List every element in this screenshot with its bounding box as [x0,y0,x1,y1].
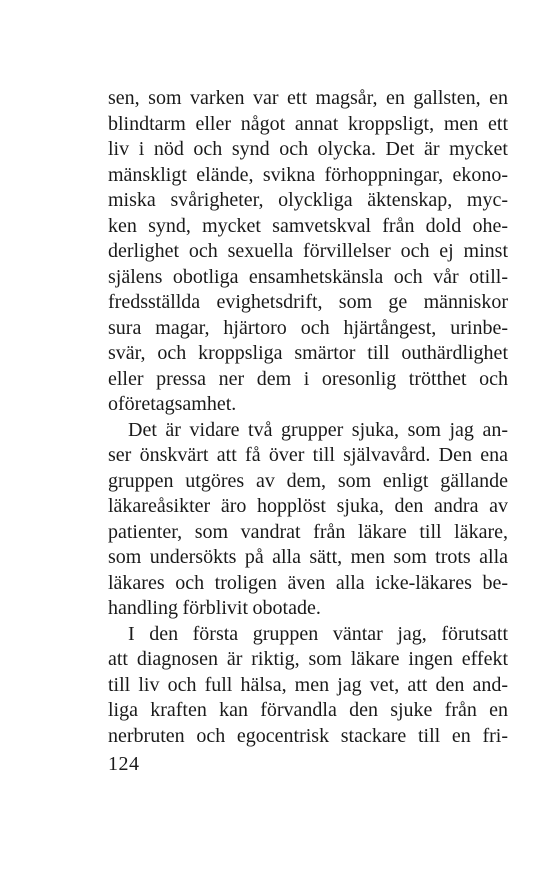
text-line: patienter, som vandrat från läkare till läkare, [108,520,508,543]
text-line: själens obotliga ensamhetskänsla och vår otill- [108,265,508,288]
text-line: nerbruten och egocentrisk stackare till en fri- [108,724,508,747]
text-line: liga kraften kan förvandla den sjuke från en [108,699,508,721]
text-line: miska svårigheter, olyckliga äktenskap, myc- [108,189,508,211]
text-line: sen, som varken var ett magsår, en gallsten, en [108,87,508,109]
text-line: till liv och full hälsa, men jag vet, att den and- [108,673,508,696]
text-line: Det är vidare två grupper sjuka, som jag an- [128,418,508,441]
text-line: ken synd, mycket samvetskval från dold ohe- [108,214,508,237]
text-line: sura magar, hjärtoro och hjärtångest, urinbe- [108,316,508,339]
text-line: liv i nöd och synd och olycka. Det är mycket [108,138,508,160]
text-line: handling förblivit obotade. [108,597,321,619]
text-line: svär, och kroppsliga smärtor till outhärdlighet [108,342,508,364]
text-line: som undersökts på alla sätt, men som trots alla [108,546,508,568]
text-line: läkares och troligen även alla icke-läkares be- [108,571,508,594]
text-line: gruppen utgöres av dem, som enligt gällande [108,469,508,492]
page-number: 124 [108,753,140,775]
text-line: eller pressa ner dem i oresonlig trötthet och [108,367,508,390]
text-line: ser önskvärt att få över till självavård. Den ena [108,444,508,466]
text-line: läkareåsikter äro hopplöst sjuka, den andra av [108,495,508,517]
text-line: oföretagsamhet. [108,393,237,415]
text-line: att diagnosen är riktig, som läkare ingen effekt [108,648,508,670]
text-line: mänskligt elände, svikna förhoppningar, ekono- [108,163,508,186]
text-line: fredsställda evighetsdrift, som ge människor [108,291,508,313]
text-line: I den första gruppen väntar jag, förutsatt [128,622,508,645]
text-line: derlighet och sexuella förvillelser och ej minst [108,240,508,262]
body-text [108,86,508,749]
text-line: blindtarm eller något annat kroppsligt, men ett [108,112,508,135]
